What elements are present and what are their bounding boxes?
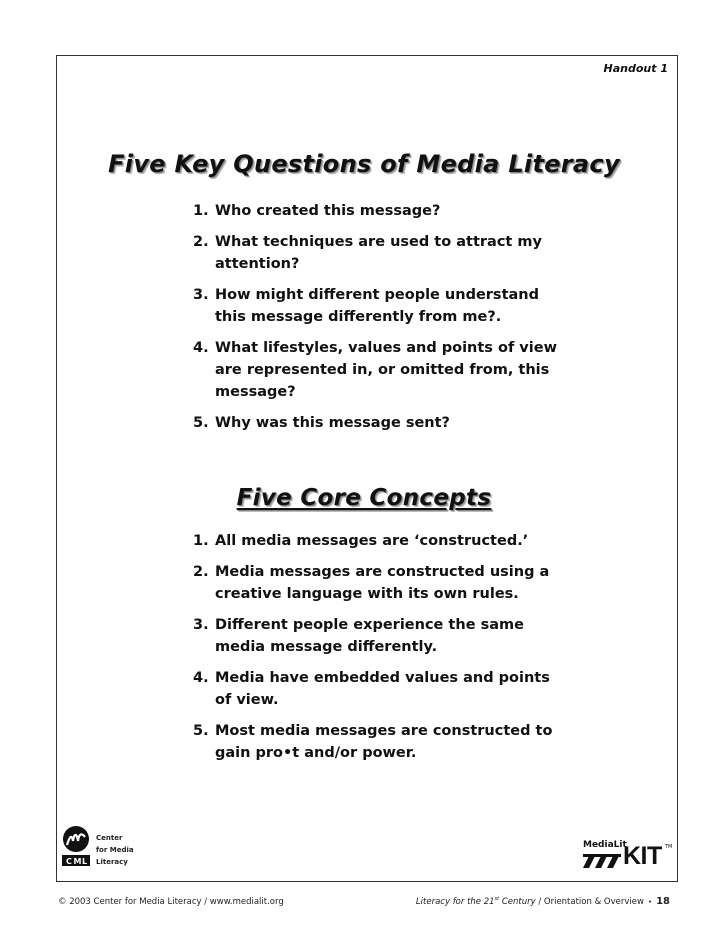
item-text: What techniques are used to attract my attention? [215, 234, 542, 272]
list-item [193, 337, 563, 403]
section2-title: Five Core Concepts [236, 485, 492, 511]
list-item [193, 284, 563, 328]
cml-org-name [96, 832, 134, 868]
item-number: 3. [193, 617, 209, 633]
list-item [193, 667, 563, 711]
series-sup: st [494, 896, 500, 903]
list-item [193, 561, 563, 605]
medialit-text: MediaLit [583, 840, 627, 850]
item-text: How might different people understand this message differently from me?. [215, 287, 539, 325]
list-item [193, 231, 563, 275]
list-item [193, 412, 563, 434]
section1-title: Five Key Questions of Media Literacy [108, 150, 620, 178]
item-number: 3. [193, 287, 209, 303]
item-number: 2. [193, 564, 209, 580]
list-item [193, 614, 563, 658]
item-text: What lifestyles, values and points of view are represented in, or omitted from, this message? [215, 340, 557, 400]
item-number: 4. [193, 670, 209, 686]
footer-bullet: • [647, 898, 653, 906]
list-item [193, 200, 563, 222]
item-text: Why was this message sent? [215, 415, 450, 431]
list-item [193, 530, 563, 552]
series-prefix: Literacy for the 21 [415, 897, 495, 907]
handout-label: Handout 1 [603, 62, 668, 75]
series-section: / Orientation & Overview [535, 897, 644, 907]
cml-org-line: for Media [96, 846, 134, 854]
item-text: Media messages are constructed using a creative language with its own rules. [215, 564, 550, 602]
kit-text: KIT [623, 842, 662, 870]
cml-letter: C [66, 857, 72, 866]
cml-org-line: Literacy [96, 858, 128, 866]
item-text: Media have embedded values and points of view. [215, 670, 550, 708]
cml-letter: M [73, 857, 82, 866]
item-text: All media messages are ‘constructed.’ [215, 533, 529, 549]
footer-series [416, 896, 670, 907]
item-text: Who created this message? [215, 203, 441, 219]
list-item [193, 720, 563, 764]
item-number: 1. [193, 203, 209, 219]
item-text: Different people experience the same media message differently. [215, 617, 524, 655]
medialit-stripes-icon [583, 852, 623, 868]
cml-org-line: Center [96, 834, 123, 842]
footer-copyright: © 2003 Center for Media Literacy / www.medialit.org [58, 897, 284, 907]
item-number: 4. [193, 340, 209, 356]
item-number: 5. [193, 723, 209, 739]
item-number: 2. [193, 234, 209, 250]
page-number: 18 [656, 896, 670, 907]
medialit-kit-logo [583, 840, 673, 872]
key-questions-list [193, 200, 563, 443]
core-concepts-list [193, 530, 563, 773]
series-suffix: Century [499, 897, 536, 907]
item-number: 5. [193, 415, 209, 431]
trademark: TM [665, 844, 673, 850]
series-title [416, 897, 536, 907]
item-text: Most media messages are constructed to gain pro•t and/or power. [215, 723, 553, 761]
cml-logo-icon [62, 825, 90, 867]
item-number: 1. [193, 533, 209, 549]
cml-letter: L [82, 857, 88, 866]
